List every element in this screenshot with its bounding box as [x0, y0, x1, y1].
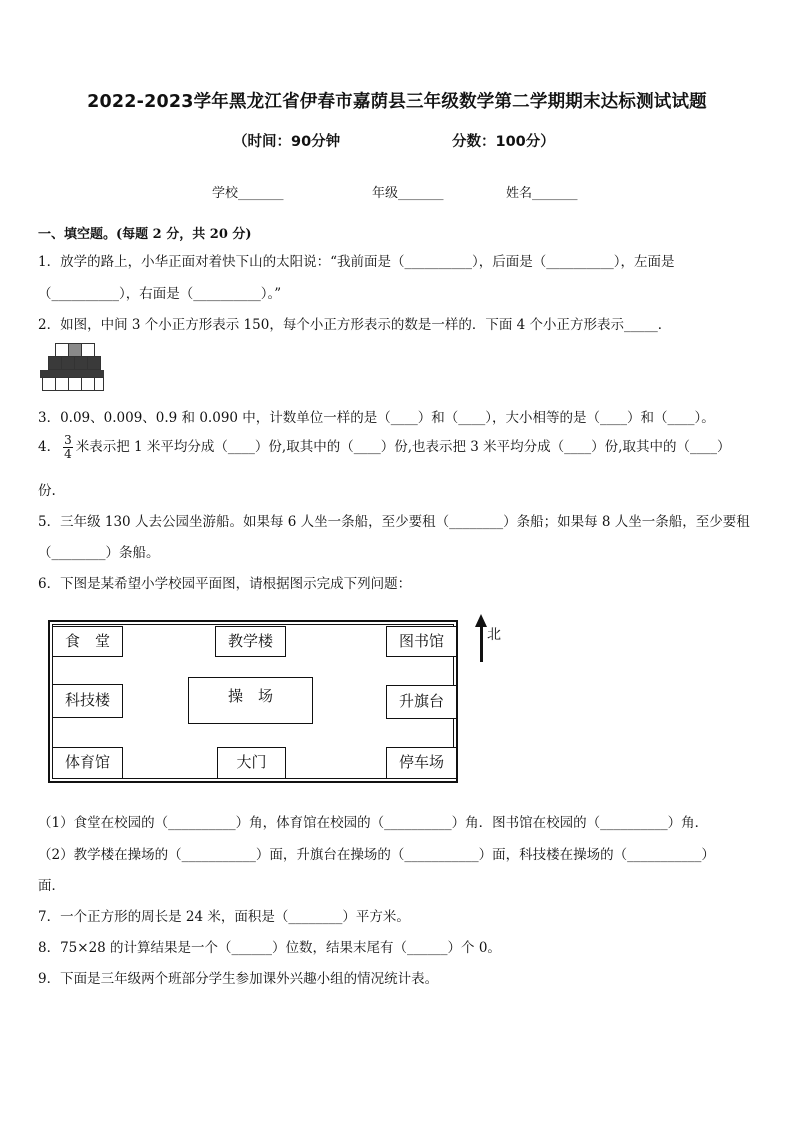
question-8: 8．75×28 的计算结果是一个（______）位数，结果末尾有（______）个 0。	[38, 940, 501, 956]
fraction-three-quarters	[63, 434, 73, 461]
cube-mid-4	[87, 356, 101, 370]
fraction-numerator: 3	[64, 433, 72, 447]
building-gate: 大门	[217, 747, 286, 779]
building-flag-platform: 升旗台	[386, 685, 457, 719]
building-teaching: 教学楼	[215, 626, 286, 657]
cube-figure	[40, 343, 104, 393]
building-parking: 停车场	[386, 747, 457, 779]
north-arrow-shaft	[480, 624, 483, 662]
name-field[interactable]: 姓名_______	[506, 186, 578, 201]
question-2: 2．如图，中间 3 个小正方形表示 150，每个小正方形表示的数是一样的．下面 4 个小正方形表示_____．	[38, 317, 672, 333]
building-canteen: 食 堂	[52, 626, 123, 657]
cube-bottom-3	[68, 377, 82, 391]
question-3: 3．0.09、0.009、0.9 和 0.090 中，计数单位一样的是（____）和（____），大小相等的是（____）和（____）。	[38, 410, 715, 426]
cube-top-2	[68, 343, 82, 357]
question-6-part-1: （1）食堂在校园的（__________）角，体育馆在校园的（__________）角．图书馆在校园的（__________）角．	[38, 815, 709, 831]
north-label: 北	[487, 627, 501, 643]
question-6: 6．下图是某希望小学校园平面图，请根据图示完成下列问题：	[38, 576, 412, 592]
cube-mid-3	[74, 356, 88, 370]
cube-mid-1	[48, 356, 62, 370]
exam-time: （时间：90分钟	[233, 134, 341, 150]
question-6-part-2-line-1: （2）教学楼在操场的（___________）面，升旗台在操场的（___________）面，科技楼在操场的（___________）	[38, 847, 715, 863]
building-science: 科技楼	[52, 684, 123, 718]
cube-bottom-1	[42, 377, 56, 391]
question-7: 7．一个正方形的周长是 24 米，面积是（________）平方米。	[38, 909, 410, 925]
cube-mid-2	[61, 356, 75, 370]
question-4-text: 米表示把 1 米平均分成（____）份,取其中的（____）份,也表示把 3 米平均分成（____）份,取其中的（____）	[75, 439, 731, 455]
grade-field[interactable]: 年级_______	[372, 186, 444, 201]
question-4-line-2: 份.	[38, 483, 56, 499]
exam-score: 分数：100分）	[452, 134, 555, 150]
question-1-line-2: （__________），右面是（__________）。”	[38, 286, 282, 302]
question-1-line-1: 1．放学的路上，小华正面对着快下山的太阳说：“我前面是（__________），后面是（__________），左面是	[38, 254, 675, 270]
cube-top-3	[81, 343, 95, 357]
building-library: 图书馆	[386, 626, 457, 657]
question-9: 9．下面是三年级两个班部分学生参加课外兴趣小组的情况统计表。	[38, 971, 439, 987]
question-5-line-1: 5．三年级 130 人去公园坐游船。如果每 6 人坐一条船，至少要租（________）条船；如果每 8 人坐一条船，至少要租	[38, 514, 750, 530]
cube-bottom-2	[55, 377, 69, 391]
page-title: 2022-2023学年黑龙江省伊春市嘉荫县三年级数学第二学期期末达标测试试题	[87, 92, 707, 112]
building-gym: 体育馆	[52, 747, 123, 779]
fraction-denominator: 4	[64, 447, 72, 461]
question-5-line-2: （________）条船。	[38, 545, 160, 561]
school-field[interactable]: 学校_______	[212, 186, 284, 201]
section-heading: 一、填空题。(每题 2 分，共 20 分)	[38, 227, 252, 242]
question-4-number: 4．	[38, 439, 61, 455]
cube-top-1	[55, 343, 69, 357]
question-6-part-2-line-2: 面．	[38, 878, 65, 894]
question-4-line-1	[38, 434, 730, 461]
cube-bottom-4	[81, 377, 95, 391]
cube-bottom-5	[94, 377, 104, 391]
playground: 操 场	[188, 677, 313, 724]
